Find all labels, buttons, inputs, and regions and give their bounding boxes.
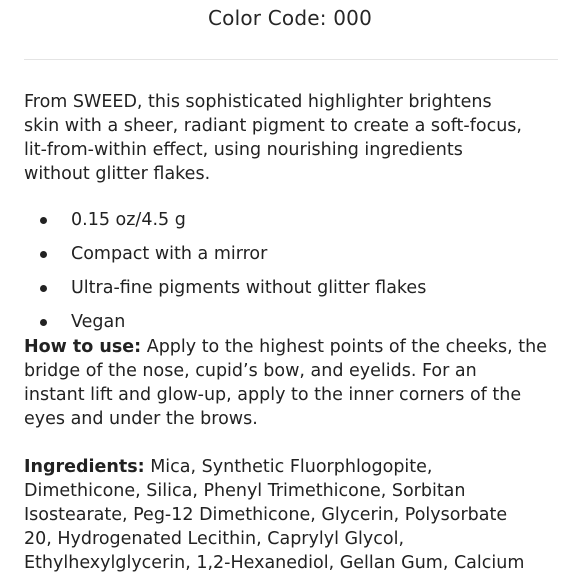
how-to-use-text: Apply to the highest points of the cheeks, the bridge of the nose, cupid’s bow, and eyelids. For an instant lift and glow-up, apply to the inner corners of the eyes and under the brows. — [24, 337, 547, 429]
how-to-use-paragraph — [24, 335, 558, 431]
product-description: From SWEED, this sophisticated highlighter brightens skin with a sheer, radiant pigment to create a soft-focus, lit-from-within effect, using nourishing ingredients without glitter flakes. — [24, 92, 522, 184]
section-divider — [24, 59, 558, 60]
color-code-label: Color Code: 000 — [207, 6, 373, 30]
bullet-dot-icon — [40, 285, 47, 292]
bullet-dot-icon — [40, 251, 47, 258]
feature-text: Ultra-fine pigments without glitter flakes — [71, 278, 427, 298]
bullet-dot-icon — [40, 319, 47, 326]
feature-text: Compact with a mirror — [71, 244, 268, 264]
bullet-dot-icon — [40, 217, 47, 224]
ingredients-paragraph — [24, 455, 558, 575]
feature-text: 0.15 oz/4.5 g — [71, 210, 186, 230]
product-details — [24, 90, 558, 575]
feature-list — [24, 208, 558, 344]
how-to-use-label: How to use: — [24, 337, 142, 357]
feature-item — [24, 242, 558, 276]
feature-text: Vegan — [71, 312, 126, 332]
feature-item — [24, 276, 558, 310]
ingredients-label: Ingredients: — [24, 457, 145, 477]
ingredients-text: Mica, Synthetic Fluorphlogopite, Dimethicone, Silica, Phenyl Trimethicone, Sorbitan Isostearate, Peg-12 Dimethicone, Glycerin, Polysorbate 20, Hydrogenated Lecithin, Caprylyl Glycol, Ethylhexylglycerin, 1,2-Hexanediol, Gellan Gum, Calcium — [24, 457, 525, 573]
feature-item — [24, 208, 558, 242]
feature-item — [24, 310, 558, 344]
